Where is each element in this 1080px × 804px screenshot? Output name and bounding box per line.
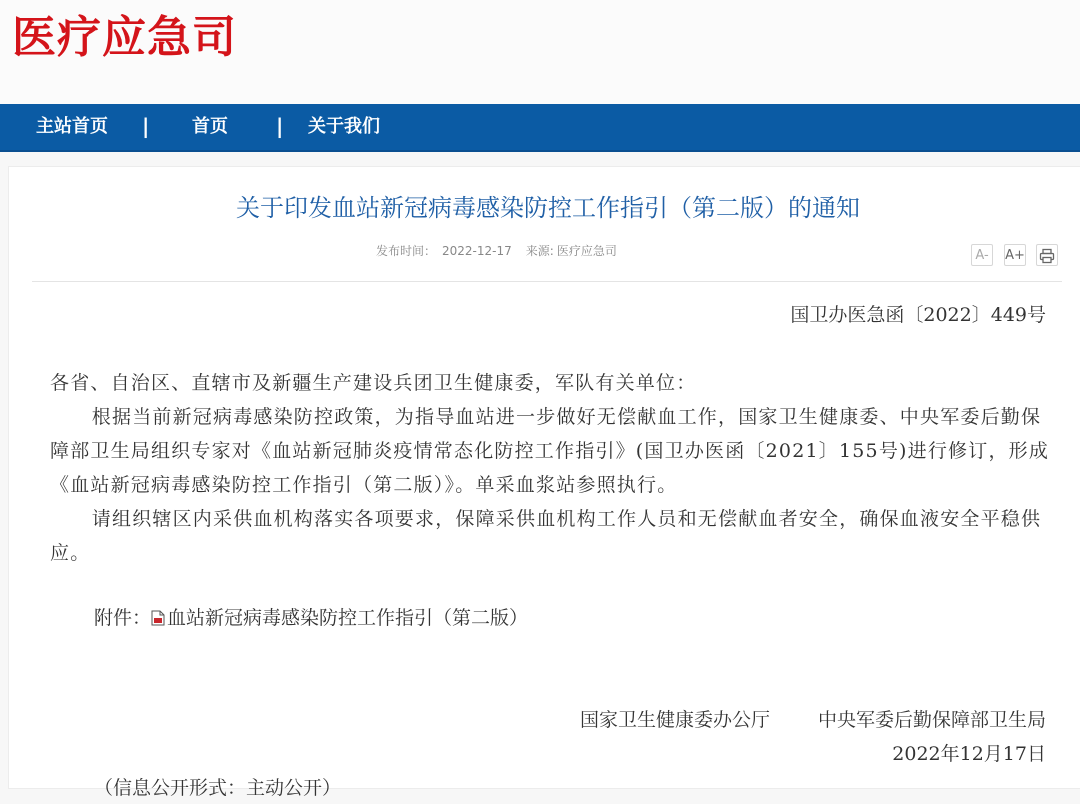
article-meta xyxy=(376,241,623,261)
paragraph-2: 请组织辖区内采供血机构落实各项要求，保障采供血机构工作人员和无偿献血者安全，确保血液安全平稳供应。 xyxy=(50,508,1042,564)
publish-label: 发布时间： xyxy=(376,244,437,258)
attachment-label: 附件： xyxy=(94,607,152,629)
font-smaller-button[interactable]: A- xyxy=(971,244,993,266)
divider xyxy=(32,281,1062,282)
paragraph-1: 根据当前新冠病毒感染防控政策，为指导血站进一步做好无偿献血工作，国家卫生健康委、中央军委后勤保障部卫生局组织专家对《血站新冠肺炎疫情常态化防控工作指引》(国卫办医函〔2021〕155号)进行修订，形成《血站新冠病毒感染防控工作指引（第二版）》。单采血浆站参照执行。 xyxy=(50,406,1050,496)
nav-item-main-home[interactable]: 主站首页 xyxy=(36,116,108,137)
article-title: 关于印发血站新冠病毒感染防控工作指引（第二版）的通知 xyxy=(236,194,860,222)
nav-separator: | xyxy=(276,114,284,138)
pdf-icon xyxy=(151,604,165,620)
printer-icon xyxy=(1039,248,1055,264)
attachment-line xyxy=(94,602,528,634)
publish-date: 2022-12-17 xyxy=(442,244,512,258)
attachment-link[interactable]: 血站新冠病毒感染防控工作指引（第二版） xyxy=(167,607,529,629)
nav-item-home[interactable]: 首页 xyxy=(192,116,228,137)
print-button[interactable] xyxy=(1036,244,1058,266)
site-logo[interactable]: 医疗应急司 xyxy=(12,12,237,63)
disclosure-note: （信息公开形式：主动公开） xyxy=(94,777,342,799)
salutation: 各省、自治区、直辖市及新疆生产建设兵团卫生健康委，军队有关单位： xyxy=(50,372,697,394)
document-number: 国卫办医急函〔2022〕449号 xyxy=(790,304,1046,326)
font-larger-button[interactable]: A+ xyxy=(1004,244,1026,266)
sign-date: 2022年12月17日 xyxy=(892,743,1046,765)
main-nav xyxy=(0,104,1080,152)
signer-1: 国家卫生健康委办公厅 xyxy=(579,709,770,731)
source-label: 来源: xyxy=(525,244,554,258)
signers xyxy=(580,704,1046,736)
nav-separator: | xyxy=(142,114,150,138)
source-value: 医疗应急司 xyxy=(556,244,617,258)
nav-item-about[interactable]: 关于我们 xyxy=(308,116,380,137)
site-header xyxy=(0,0,1080,104)
signer-2: 中央军委后勤保障部卫生局 xyxy=(817,709,1046,731)
